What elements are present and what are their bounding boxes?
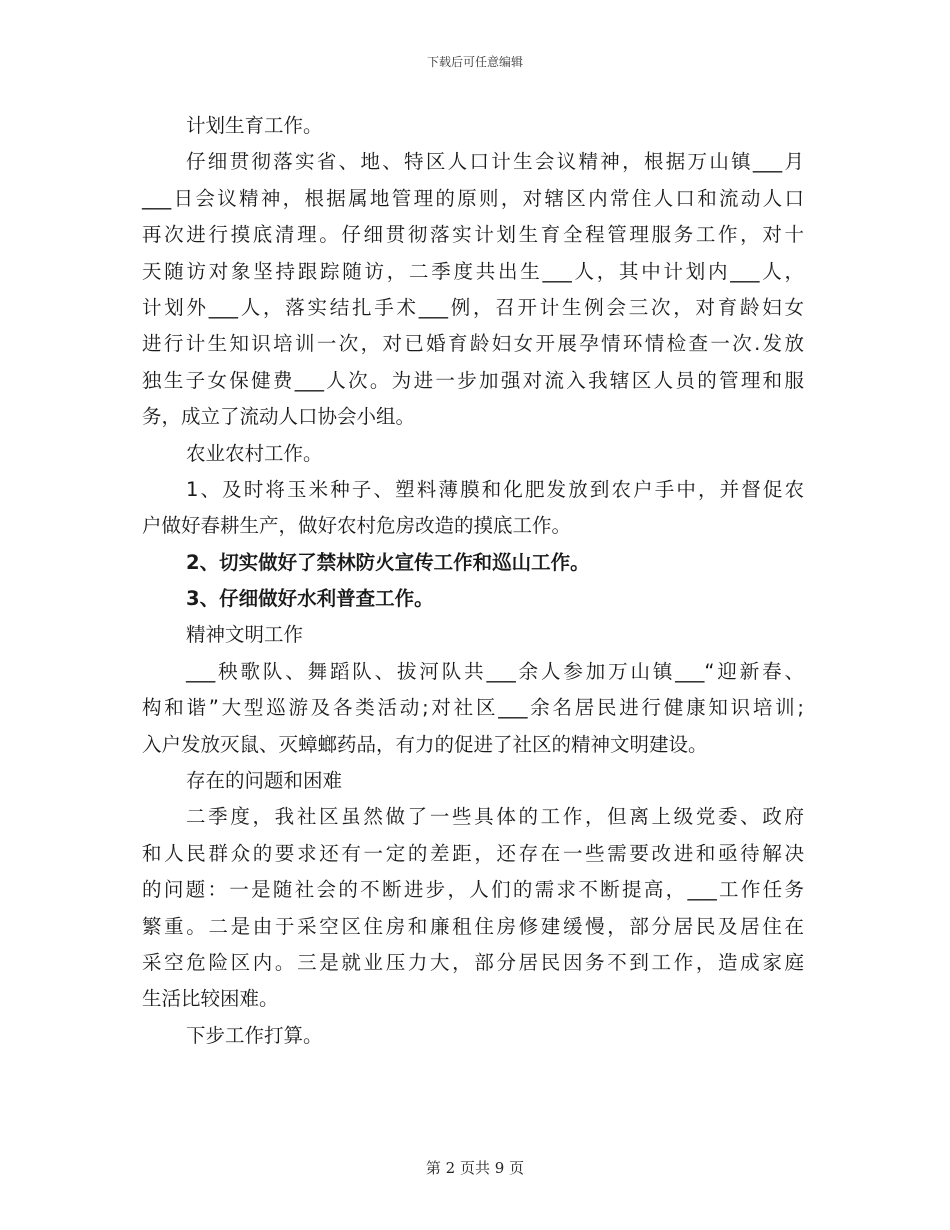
page-header: 下载后可任意编辑 [426,55,523,69]
text-line: 计划外___人，落实结扎手术___例，召开计生例会三次，对育龄妇女 [142,295,804,319]
text-line: 的问题：一是随社会的不断进步，人们的需求不断提高，___工作任务 [142,878,804,902]
text-line: 1、及时将玉米种子、塑料薄膜和化肥发放到农户手中，并督促农 [186,477,804,501]
text-line: 务，成立了流动人口协会小组。 [142,405,416,429]
text-line: 存在的问题和困难 [186,769,343,793]
text-line: 进行计生知识培训一次，对已婚育龄妇女开展孕情环情检查一次.发放 [142,332,804,356]
text-line: 户做好春耕生产，做好农村危房改造的摸底工作。 [142,514,572,538]
text-line: ___日会议精神，根据属地管理的原则，对辖区内常住人口和流动人口 [142,186,804,210]
text-line: 独生子女保健费___人次。为进一步加强对流入我辖区人员的管理和服 [142,368,804,392]
text-line: 入户发放灭鼠、灭蟑螂药品，有力的促进了社区的精神文明建设。 [142,732,708,756]
text-line: 繁重。二是由于采空区住房和廉租住房修建缓慢，部分居民及居住在 [142,914,804,938]
document-body [142,108,804,1054]
text-line: 计划生育工作。 [186,114,323,137]
text-line: 3、仔细做好水利普查工作。 [186,587,434,611]
text-line: 二季度，我社区虽然做了一些具体的工作，但离上级党委、政府 [186,805,804,829]
text-line: 农业农村工作。 [186,441,323,465]
text-line: 构和谐”大型巡游及各类活动;对社区___余名居民进行健康知识培训; [142,696,804,720]
text-line: 精神文明工作 [186,623,304,647]
text-line: 生活比较困难。 [142,987,279,1011]
text-line: 再次进行摸底清理。仔细贯彻落实计划生育全程管理服务工作，对十 [142,223,804,247]
text-line: 采空危险区内。三是就业压力大，部分居民因务不到工作，造成家庭 [142,950,804,974]
text-line: ___秧歌队、舞蹈队、拔河队共___余人参加万山镇___“迎新春、 [186,659,804,683]
text-line: 仔细贯彻落实省、地、特区人口计生会议精神，根据万山镇___月 [186,150,804,174]
page-number: 第 2 页共 9 页 [425,1159,525,1177]
text-line: 2、切实做好了禁林防火宣传工作和巡山工作。 [186,550,590,574]
text-line: 和人民群众的要求还有一定的差距，还存在一些需要改进和亟待解决 [142,841,804,865]
text-line: 下步工作打算。 [186,1023,323,1047]
text-line: 天随访对象坚持跟踪随访，二季度共出生___人，其中计划内___人， [142,259,804,283]
